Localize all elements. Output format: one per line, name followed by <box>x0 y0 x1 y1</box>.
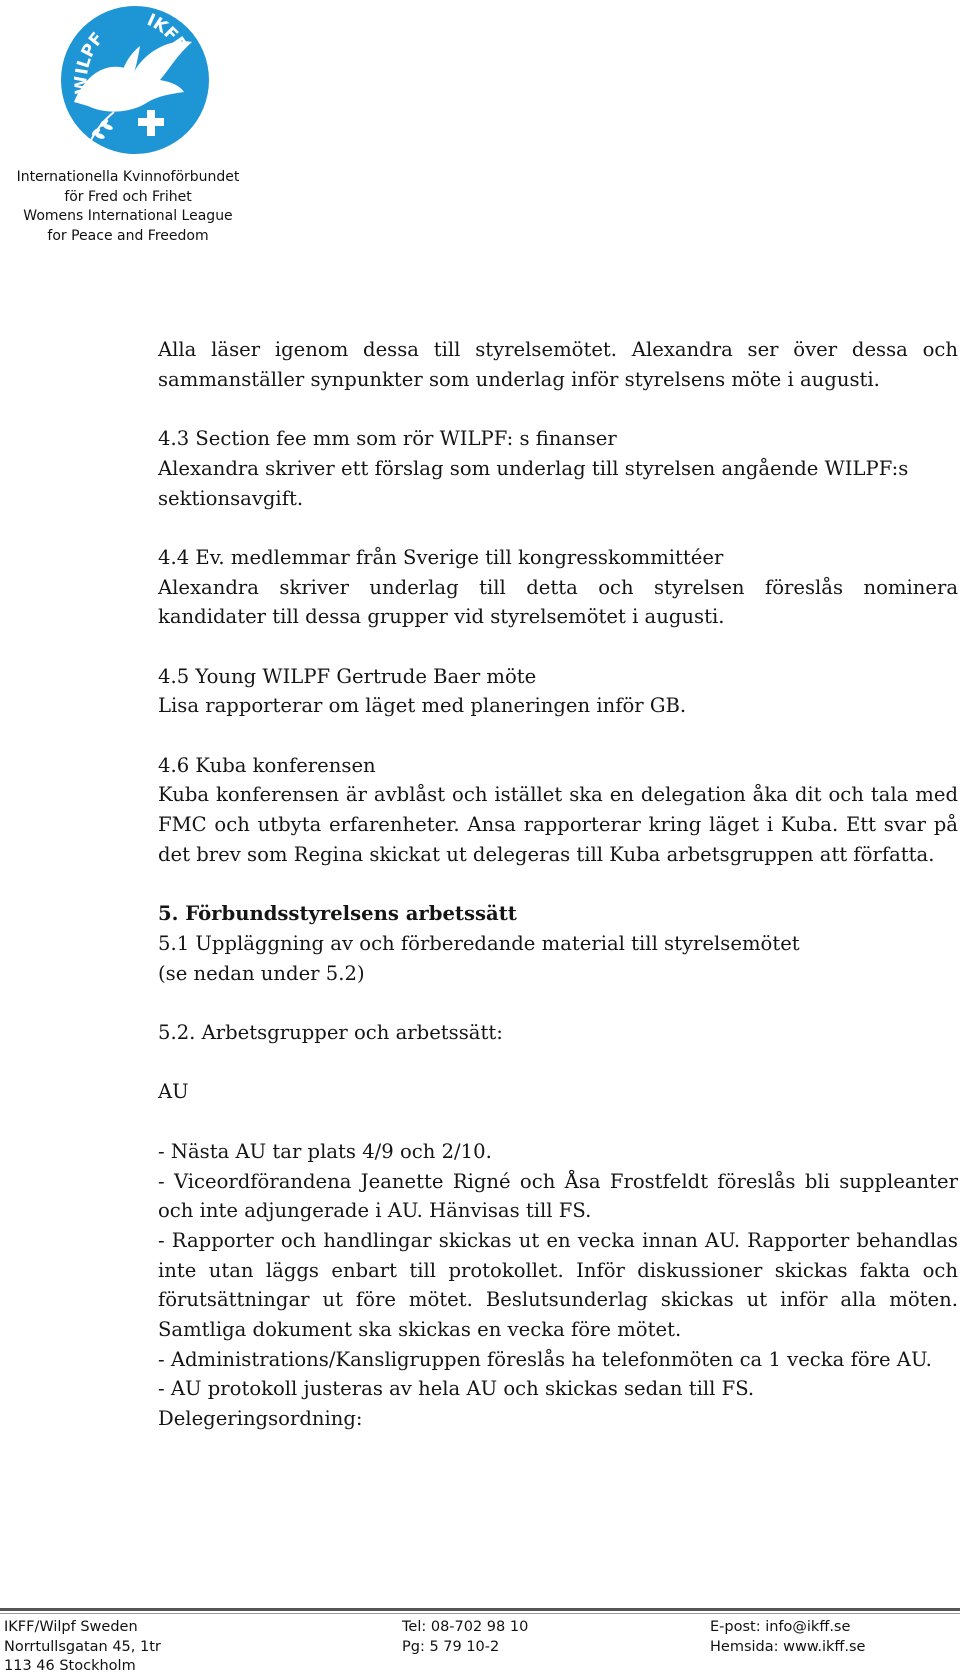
bullet-item: - Rapporter och handlingar skickas ut en vecka innan AU. Rapporter behandlas inte utan läggs enbart till protokollet. Inför diskussioner skickas fakta och förutsättningar ut före mötet. Beslutsunderlag skickas ut inför alla möten. Samtliga dokument ska skickas en vecka före mötet. <box>158 1228 958 1342</box>
bullet-item: - Administrations/Kansligruppen föreslås ha telefonmöten ca 1 vecka före AU. <box>158 1347 932 1371</box>
section-4-6-text: Kuba konferensen är avblåst och istället ska en delegation åka dit och tala med FMC och utbyta erfarenheter. Ansa rapporterar kring läget i Kuba. Ett svar på det brev som Regina skickat ut delegeras till Kuba arbetsgruppen att författa. <box>158 783 958 866</box>
footer-line: Hemsida: www.ikff.se <box>710 1638 866 1655</box>
bullet-item: - AU protokoll justeras av hela AU och skickas sedan till FS. <box>158 1377 755 1401</box>
org-line: Internationella Kvinnoförbundet <box>16 169 240 185</box>
section-4-5-text: Lisa rapporterar om läget med planeringen inför GB. <box>158 694 687 718</box>
footer-phone <box>402 1618 528 1657</box>
footer-divider-thin <box>0 1613 960 1614</box>
au-label: AU <box>158 1080 189 1104</box>
section-5-1-line1: 5.1 Uppläggning av och förberedande material till styrelsemötet <box>158 931 800 955</box>
org-line: Womens International League <box>23 208 233 225</box>
section-5-heading: 5. Förbundsstyrelsens arbetssätt <box>158 902 517 926</box>
org-line: för Fred och Frihet <box>64 188 192 205</box>
bullet-item: - Viceordförandena Jeanette Rigné och Åsa Frostfeldt föreslås bli suppleanter och inte adjungerade i AU. Hänvisas till FS. <box>158 1169 958 1223</box>
document-body <box>158 335 958 1434</box>
section-4-4-heading: 4.4 Ev. medlemmar från Sverige till kongresskommittéer <box>158 545 724 569</box>
footer-line: IKFF/Wilpf Sweden <box>4 1619 138 1635</box>
footer-line: Norrtullsgatan 45, 1tr <box>4 1638 161 1655</box>
section-4-5-heading: 4.5 Young WILPF Gertrude Baer möte <box>158 664 537 688</box>
bullet-item: - Nästa AU tar plats 4/9 och 2/10. <box>158 1139 492 1163</box>
organization-name <box>8 168 248 246</box>
section-4-6-heading: 4.6 Kuba konferensen <box>158 753 376 777</box>
section-4-3-text: Alexandra skriver ett förslag som underlag till styrelsen angående WILPF:s sektionsavgift. <box>158 456 909 510</box>
org-line: for Peace and Freedom <box>47 227 209 244</box>
footer-line: 113 46 Stockholm <box>4 1658 136 1674</box>
delegation-label: Delegeringsordning: <box>158 1407 363 1431</box>
section-4-4-text: Alexandra skriver underlag till detta och styrelsen föreslås nominera kandidater till dessa grupper vid styrelsemötet i augusti. <box>158 575 958 629</box>
dove-logo-icon <box>60 2 210 160</box>
footer-line: Pg: 5 79 10-2 <box>402 1638 500 1655</box>
footer-line: E-post: info@ikff.se <box>710 1619 851 1635</box>
section-4-3-heading: 4.3 Section fee mm som rör WILPF: s finanser <box>158 427 617 451</box>
paragraph-intro: Alla läser igenom dessa till styrelsemötet. Alexandra ser över dessa och sammanställer synpunkter som underlag inför styrelsens möte i augusti. <box>158 338 958 391</box>
section-5-2-heading: 5.2. Arbetsgrupper och arbetssätt: <box>158 1021 503 1045</box>
logo-text-left: WILPF <box>71 28 108 95</box>
wilpf-logo <box>60 2 210 160</box>
logo-text-right: IKFF <box>143 10 191 55</box>
section-5-1-line2: (se nedan under 5.2) <box>158 961 365 985</box>
footer-divider <box>0 1608 960 1611</box>
footer-line: Tel: 08-702 98 10 <box>402 1619 529 1635</box>
footer-address <box>4 1618 161 1677</box>
footer-contact <box>710 1618 865 1657</box>
